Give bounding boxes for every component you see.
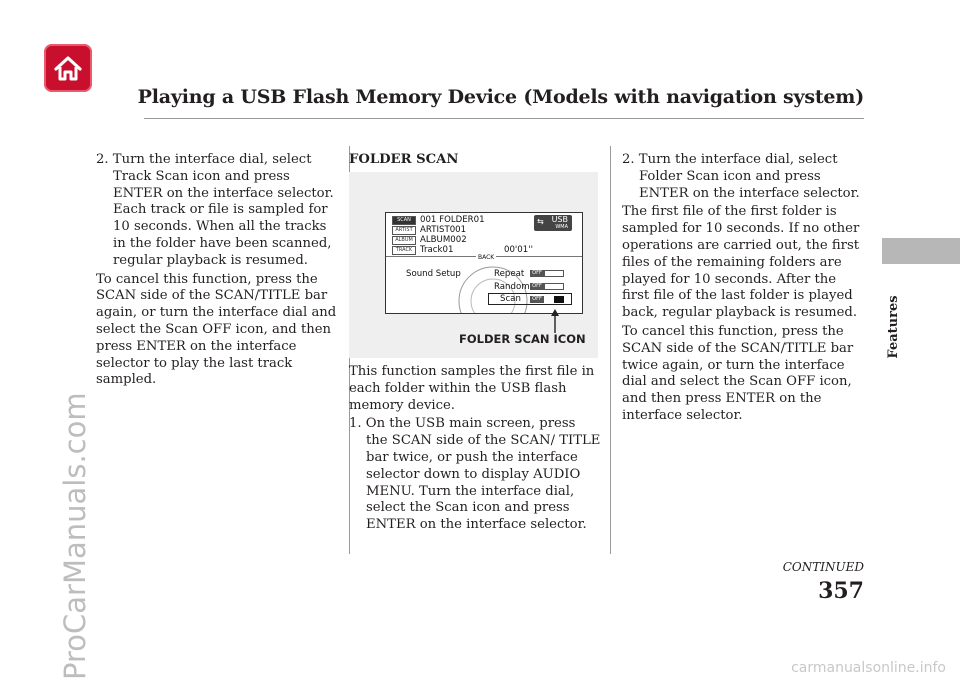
cancel-paragraph: To cancel this function, press the SCAN side of the SCAN/TITLE bar again, or turn the interface dial and select the Scan OFF icon, and then press ENTER on the interface selector to play the last track sampled.: [96, 271, 337, 388]
artist-tag: ARTIST: [392, 226, 416, 235]
caption-arrow: [549, 308, 561, 334]
page-title: Playing a USB Flash Memory Device (Models with navigation system): [137, 86, 864, 108]
usb-badge: USB WMA ⇆: [534, 215, 572, 231]
random-icons: [544, 283, 564, 290]
artist-line: ARTIST001: [420, 225, 467, 235]
home-button[interactable]: [44, 44, 92, 92]
repeat-off-badge: OFF: [530, 270, 544, 277]
figure-caption: FOLDER SCAN ICON: [459, 332, 586, 346]
column-3: [622, 152, 862, 427]
folder-line: 001 FOLDER01: [420, 215, 485, 225]
elapsed-time: 00'01'': [504, 245, 533, 255]
section-label: Features: [886, 295, 901, 359]
album-line: ALBUM002: [420, 235, 467, 245]
section-tab: [882, 238, 960, 264]
scan-off-badge: OFF: [530, 296, 544, 303]
column-2: [349, 152, 601, 169]
album-tag: ALBUM: [392, 236, 416, 245]
column-divider: [610, 146, 611, 554]
step-2-folder-scan: 2. Turn the interface dial, select Folder Scan icon and press ENTER on the interface selector.: [622, 152, 860, 201]
continued-label: CONTINUED: [782, 560, 864, 574]
track-line: Track01: [420, 245, 454, 255]
scan-label: Scan: [500, 294, 521, 304]
repeat-icons: [544, 270, 564, 277]
step-1: 1. On the USB main screen, press the SCAN side of the SCAN/ TITLE bar twice, or push the interface selector down to display AUDIO MENU. Turn the interface dial, select the Scan icon and press ENTER on the interface selector.: [349, 416, 601, 533]
section-heading: FOLDER SCAN: [349, 152, 459, 167]
header-divider: [144, 118, 864, 119]
folder-scan-figure: [349, 172, 598, 358]
random-label: Random: [494, 282, 530, 292]
home-icon: [50, 50, 86, 86]
column-1: [96, 152, 340, 391]
watermark-bottom: carmanualsonline.info: [791, 660, 946, 676]
intro-paragraph: This function samples the first file in each folder within the USB flash memory device.: [349, 364, 595, 413]
column-2-body: [349, 364, 601, 536]
track-tag: TRACK: [392, 246, 416, 255]
sound-setup-label: Sound Setup: [406, 269, 461, 279]
usb-screen: [385, 212, 583, 314]
repeat-label: Repeat: [494, 269, 525, 279]
usb-icon: ⇆: [537, 217, 544, 226]
page-number: 357: [818, 578, 864, 604]
step-2-track-scan: 2. Turn the interface dial, select Track Scan icon and press ENTER on the interface selector. Each track or file is sampled for 10 seconds. When all the tracks in the folder have been scanned, regular playback is resumed.: [96, 152, 334, 268]
watermark-vertical: ProCarManuals.com: [58, 392, 92, 680]
cancel-paragraph-2: To cancel this function, press the SCAN side of the SCAN/TITLE bar twice again, or turn the interface dial and select the Scan OFF icon, and then press ENTER on the interface selector.: [622, 323, 854, 423]
random-off-badge: OFF: [530, 283, 544, 290]
body-paragraph: The first file of the first folder is sampled for 10 seconds. If no other operations are carried out, the first files of the remaining folders are played for 10 seconds. After the first file of the last folder is played back, regular playback is resumed.: [622, 204, 860, 321]
back-label: BACK: [478, 254, 495, 261]
folder-scan-icon: [554, 296, 564, 303]
scan-tag: SCAN: [392, 216, 416, 225]
